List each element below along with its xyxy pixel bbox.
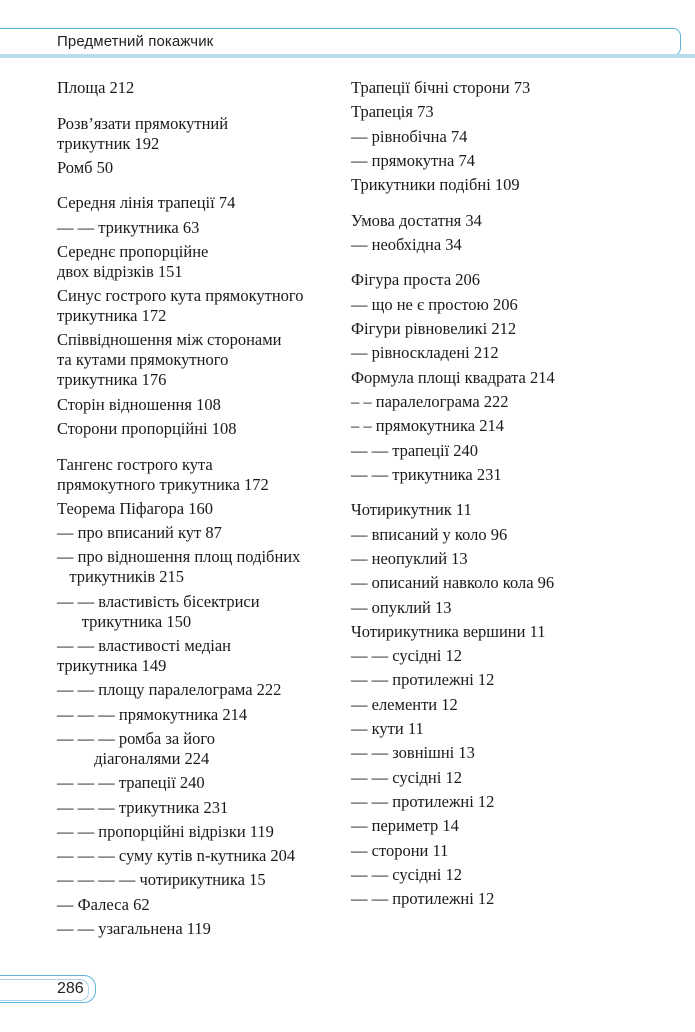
section-title: Предметний покажчик (57, 33, 214, 50)
header-accent-bar (0, 54, 695, 58)
page-number: 286 (57, 980, 84, 997)
index-entry: — — зовнішні 13 (351, 743, 475, 763)
index-entry: — опуклий 13 (351, 597, 452, 617)
index-entry: — — трикутника 231 (351, 464, 502, 484)
index-entry: — — протилежні 12 (351, 670, 495, 690)
index-entry: — рівноскладені 212 (351, 343, 499, 363)
index-entry: Площа 212 (57, 78, 135, 97)
index-entry: Фігура проста 206 (351, 270, 481, 290)
index-entry: — периметр 14 (351, 816, 459, 836)
index-entry: — — — ромба за його діагоналями 224 (57, 728, 215, 768)
index-entry: — — сусідні 12 (351, 864, 462, 884)
index-entry: Теорема Піфагора 160 (57, 498, 213, 518)
index-entry: Сторони пропорційні 108 (57, 419, 237, 439)
index-entry: – – паралелограма 222 (351, 391, 509, 411)
index-entry: — елементи 12 (351, 694, 458, 714)
index-entry: — — протилежні 12 (351, 889, 495, 909)
index-entry: — — — суму кутів n-кутника 204 (57, 846, 296, 866)
index-entry: — неопуклий 13 (351, 548, 468, 568)
index-entry: Чотирикутник 11 (351, 500, 472, 520)
index-column-left (57, 78, 342, 943)
index-entry: — — сусідні 12 (351, 767, 462, 787)
index-entry: — — — трикутника 231 (57, 797, 229, 817)
index-entry: Тангенс гострого кута прямокутного трикутника 172 (57, 454, 269, 494)
index-entry: Середня лінія трапеції 74 (57, 193, 236, 213)
index-entry: — прямокутна 74 (351, 150, 476, 170)
index-entry: — — — прямокутника 214 (57, 704, 248, 724)
index-entry: Умова достатня 34 (351, 210, 482, 230)
index-entry: Трапеції бічні сторони 73 (351, 78, 531, 97)
index-entry: Трапеція 73 (351, 102, 434, 122)
index-entry: — — — — чотирикутника 15 (57, 870, 266, 890)
index-entry: — — сусідні 12 (351, 646, 462, 666)
index-entry: — рівнобічна 74 (351, 126, 468, 146)
index-entry: — кути 11 (351, 719, 424, 739)
running-header (0, 28, 695, 58)
index-entry: — про відношення площ подібних трикутників 215 (57, 547, 301, 587)
index-entry: Розв’язати прямокутний трикутник 192 (57, 113, 229, 153)
index-entry: Сторін відношення 108 (57, 394, 221, 414)
index-entry: — вписаний у коло 96 (351, 524, 508, 544)
index-entry: — — трапеції 240 (351, 440, 479, 460)
index-entry: — — трикутника 63 (57, 217, 200, 237)
index-entry: Трикутники подібні 109 (351, 175, 520, 195)
index-entry: — Фалеса 62 (57, 894, 150, 914)
index-entry: Співвідношення між сторонами та кутами прямокутного трикутника 176 (57, 330, 282, 390)
index-entry: Середнє пропорційне двох відрізків 151 (57, 241, 209, 281)
index-entry: Ромб 50 (57, 157, 114, 177)
index-entry: Формула площі квадрата 214 (351, 367, 555, 387)
index-entry: — — пропорційні відрізки 119 (57, 821, 274, 841)
index-entry: — — властивість бісектриси трикутника 150 (57, 591, 260, 631)
index-entry: — сторони 11 (351, 840, 449, 860)
index-entry: — — протилежні 12 (351, 791, 495, 811)
index-entry: — про вписаний кут 87 (57, 523, 222, 543)
index-entry: — — — трапеції 240 (57, 773, 205, 793)
index-entry: Фігури рівновеликі 212 (351, 319, 517, 339)
index-entry: Чотирикутника вершини 11 (351, 621, 546, 641)
index-entry: — — узагальнена 119 (57, 919, 211, 939)
index-entry: — описаний навколо кола 96 (351, 573, 555, 593)
index-entry: – – прямокутника 214 (351, 416, 504, 436)
index-entry: — — властивості медіан трикутника 149 (57, 636, 232, 676)
index-entry: — необхідна 34 (351, 234, 462, 254)
index-entry: — — площу паралелограма 222 (57, 680, 282, 700)
index-entry: — що не є простою 206 (351, 294, 518, 314)
index-column-right (351, 78, 681, 913)
index-entry: Синус гострого кута прямокутного трикутника 172 (57, 286, 304, 326)
